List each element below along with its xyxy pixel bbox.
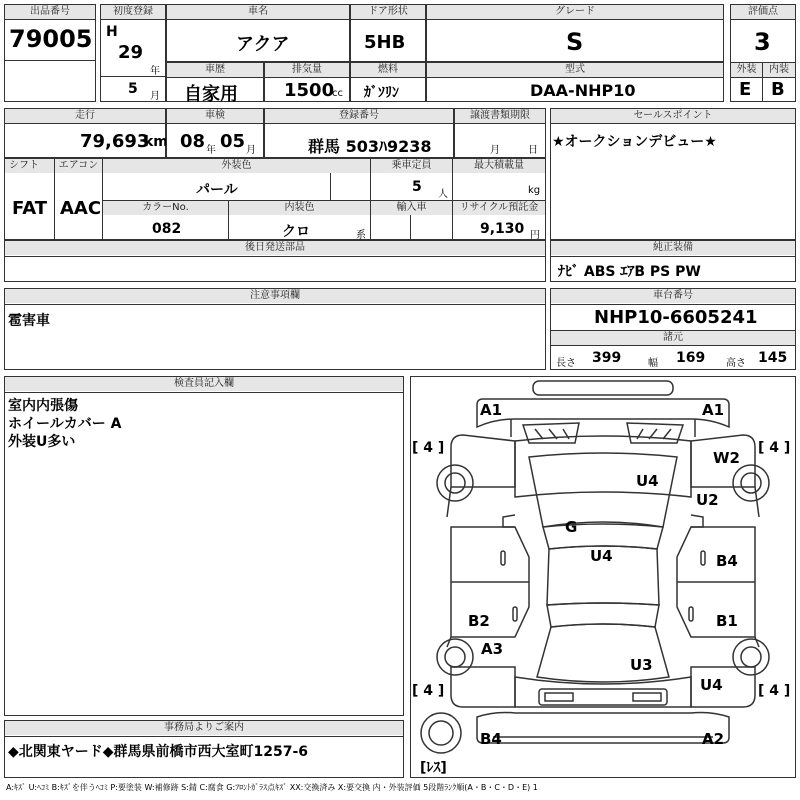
width-label: 幅 <box>648 358 658 369</box>
tire-front-left: [ 4 ] <box>412 440 445 456</box>
grade-value: S <box>566 28 584 56</box>
damage-u4-roof: U4 <box>590 547 613 565</box>
lot-number: 79005 <box>9 25 93 53</box>
fuel-label: 燃料 <box>351 63 425 77</box>
import-label: 輸入車 <box>371 201 452 215</box>
damage-u3: U3 <box>630 656 653 674</box>
car-outline <box>411 377 795 777</box>
damage-b2: B2 <box>468 612 490 630</box>
inspector-line-1: 室内内張傷 <box>8 398 78 414</box>
aircon-value: AAC <box>60 198 102 219</box>
registration-label: 登録番号 <box>265 109 453 123</box>
tire-front-right: [ 4 ] <box>758 440 791 456</box>
first-reg-year-unit: 年 <box>150 66 160 77</box>
capacity-value: 5 <box>412 179 422 195</box>
specs-label: 諸元 <box>551 331 795 345</box>
damage-u4-trunk: U4 <box>700 676 723 694</box>
chassis-label: 車台番号 <box>551 289 795 303</box>
office-label: 事務局よりご案内 <box>5 721 403 735</box>
damage-b1: B1 <box>716 612 738 630</box>
capacity-unit: 人 <box>438 189 448 200</box>
car-name-label: 車名 <box>167 5 349 19</box>
inspector-line-2: ホイールカバー A <box>8 416 122 432</box>
shift-value: FAT <box>12 198 48 219</box>
damage-g: G <box>565 518 578 536</box>
registration-number: 群馬 503ﾊ9238 <box>308 137 432 156</box>
inspector-line-3: 外装U多い <box>8 434 76 450</box>
damage-w2: W2 <box>713 449 740 467</box>
first-reg-year: 29 <box>118 42 144 63</box>
inspector-label: 検査員記入欄 <box>5 377 403 391</box>
interior-grade: B <box>771 79 785 100</box>
exterior-label: 外装 <box>731 63 762 77</box>
recycle-unit: 円 <box>530 230 540 241</box>
length-label: 長さ <box>556 358 576 369</box>
transfer-day-unit: 日 <box>528 145 538 156</box>
color-no-label: カラーNo. <box>103 201 228 215</box>
displacement-value: 1500 <box>284 80 335 101</box>
int-color-label: 内装色 <box>229 201 370 215</box>
damage-a1-left: A1 <box>480 401 503 419</box>
interior-label: 内装 <box>763 63 795 77</box>
damage-a3: A3 <box>481 640 504 658</box>
lot-label: 出品番号 <box>5 5 95 19</box>
equipment-value: ﾅﾋﾞ ABS ｴｱB PS PW <box>558 264 701 280</box>
displacement-label: 排気量 <box>265 63 349 77</box>
model-label: 型式 <box>427 63 723 77</box>
damage-u4-hood: U4 <box>636 472 659 490</box>
mileage-label: 走行 <box>5 109 165 123</box>
history-label: 車歴 <box>167 63 263 77</box>
chassis-number: NHP10-6605241 <box>594 307 758 328</box>
first-reg-month: 5 <box>128 81 138 97</box>
sales-point-text: ★オークションデビュー★ <box>552 134 717 150</box>
color-no-value: 082 <box>152 221 182 237</box>
score-label: 評価点 <box>731 5 795 19</box>
height-value: 145 <box>758 350 788 366</box>
exterior-grade: E <box>739 79 752 100</box>
transfer-month-unit: 月 <box>490 145 500 156</box>
notes-text: 雹害車 <box>8 313 50 329</box>
notes-label: 注意事項欄 <box>5 289 545 303</box>
int-color-value: クロ <box>282 224 310 240</box>
damage-b4-right: B4 <box>716 552 738 570</box>
int-color-unit: 系 <box>356 230 366 241</box>
damage-a1-right: A1 <box>702 401 725 419</box>
max-load-label: 最大積載量 <box>453 159 545 173</box>
mileage-unit: km <box>144 134 168 150</box>
transfer-label: 譲渡書類期限 <box>455 109 545 123</box>
ext-color-value: パール <box>196 182 238 198</box>
model-code: DAA-NHP10 <box>530 81 636 100</box>
damage-b4-rear: B4 <box>480 730 502 748</box>
spare-tire-label: [ﾚｽ] <box>420 760 447 776</box>
damage-u2: U2 <box>696 491 719 509</box>
recycle-label: リサイクル預託金 <box>453 201 545 215</box>
history-value: 自家用 <box>184 84 238 105</box>
first-reg-label: 初度登録 <box>101 5 165 19</box>
width-value: 169 <box>676 350 706 366</box>
damage-diagram <box>410 376 796 778</box>
length-value: 399 <box>592 350 622 366</box>
height-label: 高さ <box>726 358 746 369</box>
shift-label: シフト <box>5 159 54 173</box>
first-reg-month-unit: 月 <box>150 91 160 102</box>
inspection-label: 車検 <box>167 109 263 123</box>
max-load-unit: kg <box>528 185 541 196</box>
tire-rear-right: [ 4 ] <box>758 683 791 699</box>
score-value: 3 <box>754 28 771 56</box>
inspection-month: 05 <box>220 131 246 152</box>
ext-color-label: 外装色 <box>103 159 370 173</box>
damage-a2: A2 <box>702 730 725 748</box>
later-parts-label: 後日発送部品 <box>5 241 545 255</box>
displacement-unit: cc <box>332 88 343 99</box>
office-text: ◆北関東ヤード◆群馬県前橋市西大室町1257-6 <box>8 744 309 760</box>
mileage-value: 79,693 <box>80 131 150 152</box>
door-type: 5HB <box>364 32 406 53</box>
inspection-year: 08 <box>180 131 206 152</box>
inspection-month-unit: 月 <box>246 145 256 156</box>
fuel-value: ｶﾞｿﾘﾝ <box>364 85 399 101</box>
recycle-value: 9,130 <box>480 221 525 237</box>
aircon-label: エアコン <box>55 159 102 173</box>
first-reg-era: H <box>106 24 118 40</box>
inspection-year-unit: 年 <box>206 145 216 156</box>
door-label: ドア形状 <box>351 5 425 19</box>
capacity-label: 乗車定員 <box>371 159 452 173</box>
grade-label: グレード <box>427 5 723 19</box>
sales-point-label: セールスポイント <box>551 109 795 123</box>
equipment-label: 純正装備 <box>551 241 795 255</box>
sales-point-cell <box>550 108 796 240</box>
damage-legend: A:ｷｽﾞ U:ﾍｺﾐ B:ｷｽﾞを伴うﾍｺﾐ P:要塗装 W:補修跡 S:錆 C:腐食 G:ﾌﾛﾝﾄｶﾞﾗｽ点ｷｽﾞ XX:交換済み X:要交換 内・外装評価 5段階ﾗﾝｸ順(A・B・C・D・E) 1 <box>6 783 538 792</box>
tire-rear-left: [ 4 ] <box>412 683 445 699</box>
car-name: アクア <box>236 34 290 55</box>
